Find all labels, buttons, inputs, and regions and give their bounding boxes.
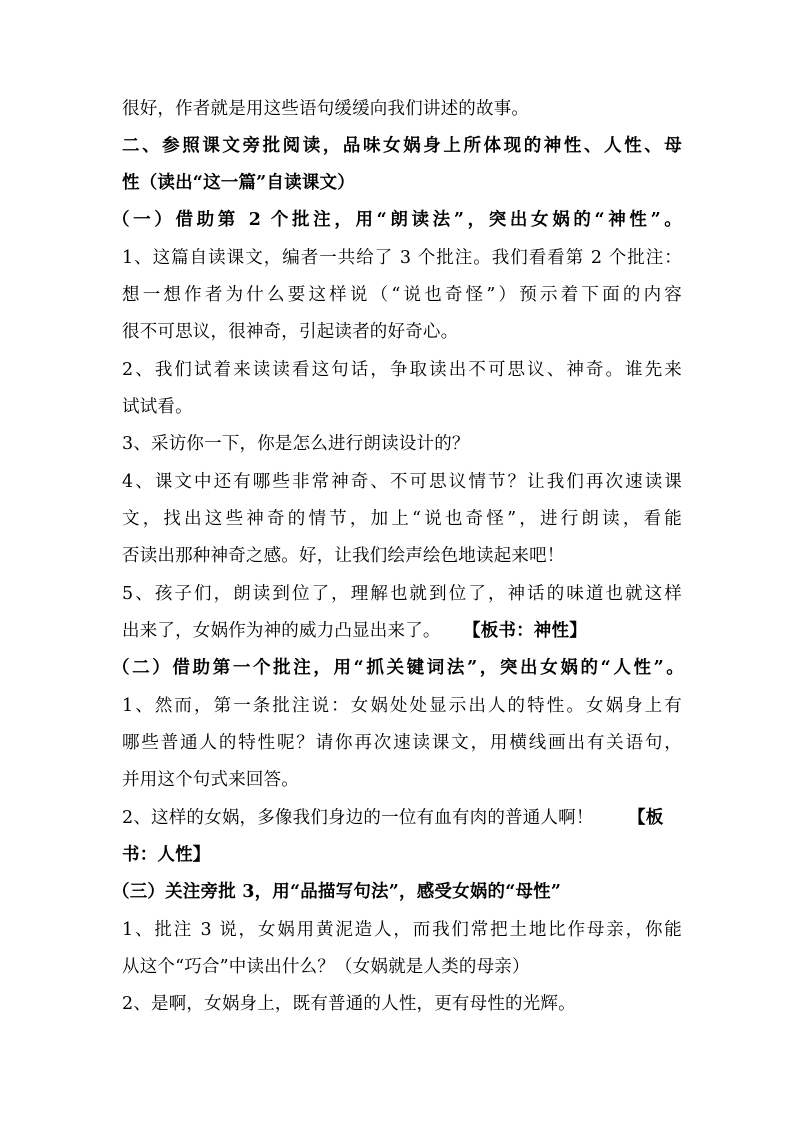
text-line-5: 1、这篇自读课文，编者一共给了 3 个批注。我们看看第 2 个批注： — [122, 248, 682, 268]
subheading-1: （一）借助第 2 个批注，用“朗读法”，突出女娲的“神性”。 — [112, 210, 682, 230]
text-line-10: 3、采访你一下，你是怎么进行朗读设计的？ — [122, 434, 470, 454]
section-heading-2-line-1: 二、参照课文旁批阅读，品味女娲身上所体现的神性、人性、母 — [122, 136, 682, 156]
text-line-1: 很好，作者就是用这些语句缓缓向我们讲述的故事。 — [122, 99, 530, 119]
text-line-9: 试试看。 — [122, 397, 193, 417]
subheading-3: （三）关注旁批 3，用“品描写句法”，感受女娲的“母性” — [112, 882, 562, 902]
text-line-19: 哪些普通人的特性呢？请你再次速读课文，用横线画出有关语句， — [122, 733, 682, 753]
text-line-18: 1、然而，第一条批注说：女娲处处显示出人的特性。女娲身上有 — [122, 696, 682, 716]
text-line-7: 很不可思议，很神奇，引起读者的好奇心。 — [122, 322, 459, 342]
text-line-25: 1、批注 3 说，女娲用黄泥造人，而我们常把土地比作母亲，你能 — [122, 920, 682, 940]
text-line-12: 文，找出这些神奇的情节，加上“说也奇怪”，进行朗读，看能 — [122, 509, 682, 529]
text-line-6: 想一想作者为什么要这样说（“说也奇怪”）预示着下面的内容 — [122, 285, 682, 305]
board-note-shenxing: 【板书：神性】 — [463, 621, 587, 641]
text-line-15: 出来了，女娲作为神的威力凸显出来了。 — [122, 621, 441, 641]
board-note-renxing-part-1: 【板 — [628, 808, 664, 828]
subheading-2: （二）借助第一个批注，用“抓关键词法”，突出女娲的“人性”。 — [112, 658, 684, 678]
section-heading-2-line-2: 性（读出“这一篇”自读课文） — [122, 173, 355, 193]
text-line-27: 2、是啊，女娲身上，既有普通的人性，更有母性的光辉。 — [122, 994, 576, 1014]
text-line-26: 从这个“巧合”中读出什么？（女娲就是人类的母亲） — [122, 957, 530, 977]
board-note-renxing-part-2: 书：人性】 — [122, 845, 211, 865]
text-line-11: 4、课文中还有哪些非常神奇、不可思议情节？让我们再次速读课 — [122, 472, 682, 492]
text-line-13: 否读出那种神奇之感。好，让我们绘声绘色地读起来吧！ — [122, 546, 565, 566]
text-line-21: 2、这样的女娲，多像我们身边的一位有血有肉的普通人啊！ — [122, 808, 594, 828]
text-line-8: 2、我们试着来读读看这句话，争取读出不可思议、神奇。谁先来 — [122, 360, 682, 380]
text-line-20: 并用这个句式来回答。 — [122, 770, 299, 790]
text-line-14: 5、孩子们，朗读到位了，理解也就到位了，神话的味道也就这样 — [122, 584, 682, 604]
